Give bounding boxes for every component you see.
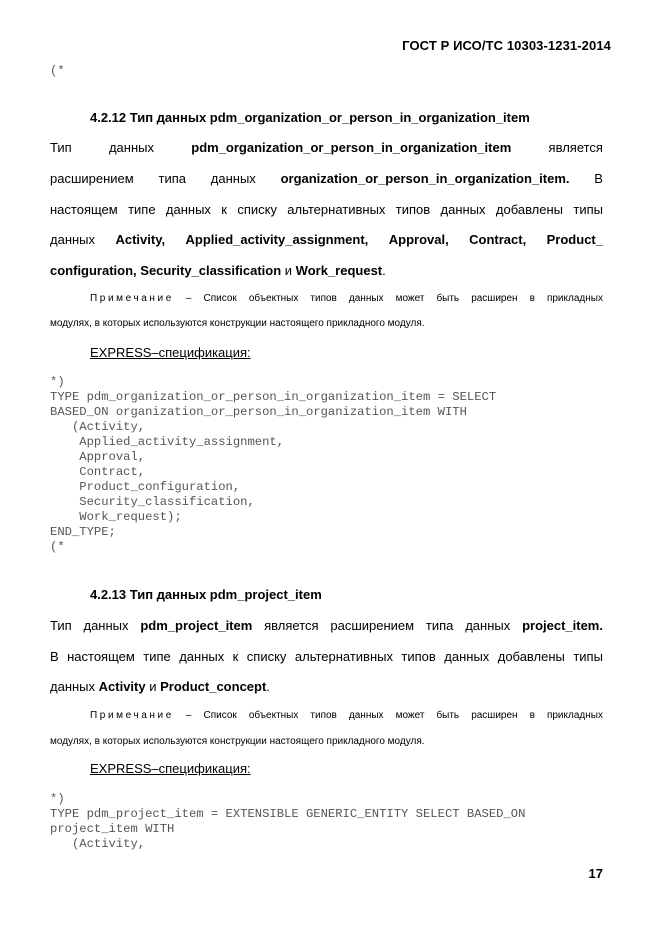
s12-paragraph-line-3	[50, 202, 603, 217]
type-name: Activity,	[115, 232, 166, 247]
word: данных	[179, 649, 225, 664]
s13-note-line-2: модулях, в которых используются конструкции настоящего прикладного модуля.	[50, 736, 425, 747]
word: В	[50, 649, 59, 664]
word: и	[281, 263, 296, 278]
type-name: organization_or_person_in_organization_item.	[280, 171, 570, 186]
word: данных	[348, 710, 384, 721]
word: к	[232, 649, 239, 664]
code-line: *)	[50, 792, 65, 806]
word: типов	[401, 649, 436, 664]
word: данных	[108, 140, 154, 155]
word: к	[221, 202, 227, 217]
word: расширен	[471, 710, 518, 721]
word: –	[185, 710, 192, 721]
s12-note-line-1	[90, 293, 603, 305]
word: типа	[158, 171, 186, 186]
word: в	[529, 710, 535, 721]
s12-code-block	[50, 375, 496, 555]
word: данных	[165, 202, 211, 217]
punctuation: .	[382, 263, 386, 278]
word: быть	[436, 293, 460, 304]
page-number: 17	[588, 866, 603, 881]
word: и	[145, 679, 161, 694]
code-line: *)	[50, 375, 65, 389]
word: данных	[83, 618, 129, 633]
word: Список	[203, 710, 237, 721]
s12-paragraph-line-1	[50, 140, 603, 155]
word: Список	[203, 293, 237, 304]
code-line: Approval,	[50, 450, 146, 464]
word: в	[529, 293, 535, 304]
s13-paragraph-line-1	[50, 618, 603, 633]
code-comment-open: (*	[50, 64, 65, 78]
s13-paragraph-line-2	[50, 649, 603, 664]
code-line: END_TYPE;	[50, 525, 116, 539]
punctuation: .	[266, 679, 270, 694]
type-name: Product_	[546, 232, 603, 247]
word: прикладных	[546, 293, 603, 304]
code-line: TYPE pdm_project_item = EXTENSIBLE GENERIC_ENTITY SELECT BASED_ON	[50, 807, 526, 821]
word: альтернативных	[287, 202, 386, 217]
s12-express-label: EXPRESS–спецификация:	[90, 345, 251, 360]
type-name: Contract,	[469, 232, 527, 247]
code-line: (*	[50, 540, 65, 554]
note-label: Примечание	[90, 293, 174, 304]
word: типов	[310, 293, 337, 304]
word: Тип	[50, 618, 72, 633]
code-line: TYPE pdm_organization_or_person_in_organization_item = SELECT	[50, 390, 497, 404]
code-line: (Activity,	[50, 420, 146, 434]
word: расширением	[330, 618, 415, 633]
word: может	[395, 293, 425, 304]
word: Тип	[50, 140, 72, 155]
note-label: Примечание	[90, 710, 174, 721]
word: типе	[143, 649, 171, 664]
type-name: project_item.	[522, 618, 603, 633]
word: типы	[573, 202, 603, 217]
type-name: Approval,	[388, 232, 449, 247]
word: В	[594, 171, 603, 186]
word: добавлены	[495, 202, 564, 217]
word: настоящем	[67, 649, 135, 664]
word: объектных	[248, 710, 299, 721]
code-line: Contract,	[50, 465, 146, 479]
word: данных	[440, 202, 486, 217]
word: списку	[237, 202, 277, 217]
word: данных	[348, 293, 384, 304]
code-line: project_item WITH	[50, 822, 175, 836]
word: быть	[436, 710, 460, 721]
word: объектных	[248, 293, 299, 304]
s12-note-line-2: модулях, в которых используются конструкции настоящего прикладного модуля.	[50, 318, 425, 329]
code-line: Applied_activity_assignment,	[50, 435, 285, 449]
word: данных	[444, 649, 490, 664]
type-name: Work_request	[295, 263, 383, 278]
s13-code-block	[50, 792, 525, 852]
word: может	[395, 710, 425, 721]
word: данных	[210, 171, 256, 186]
word: данных	[465, 618, 511, 633]
word: типе	[128, 202, 156, 217]
type-name: Product_concept	[160, 679, 267, 694]
code-line: Work_request);	[50, 510, 182, 524]
code-line: Security_classification,	[50, 495, 255, 509]
s12-paragraph-line-5	[50, 263, 386, 278]
word: настоящем	[50, 202, 118, 217]
type-name: Applied_activity_assignment,	[185, 232, 369, 247]
code-line: (Activity,	[50, 837, 146, 851]
s13-paragraph-line-3	[50, 679, 270, 694]
type-name: pdm_organization_or_person_in_organization_item	[191, 140, 512, 155]
type-name: Activity	[98, 679, 146, 694]
word: типы	[573, 649, 603, 664]
word: данных	[50, 232, 96, 247]
type-name: configuration, Security_classification	[50, 263, 282, 278]
word: прикладных	[546, 710, 603, 721]
word: –	[185, 293, 192, 304]
s12-paragraph-line-4	[50, 232, 603, 247]
word: является	[264, 618, 319, 633]
type-name: pdm_project_item	[140, 618, 253, 633]
word: списку	[246, 649, 287, 664]
word: типов	[310, 710, 337, 721]
word: является	[548, 140, 603, 155]
code-line: BASED_ON organization_or_person_in_organization_item WITH	[50, 405, 467, 419]
word: добавлены	[497, 649, 565, 664]
word: расширен	[471, 293, 518, 304]
word: типа	[425, 618, 454, 633]
code-line: Product_configuration,	[50, 480, 241, 494]
word: данных	[50, 679, 99, 694]
s13-note-line-1	[90, 710, 603, 722]
section-4-2-13-heading: 4.2.13 Тип данных pdm_project_item	[90, 587, 322, 602]
section-4-2-12-heading: 4.2.12 Тип данных pdm_organization_or_person_in_organization_item	[90, 110, 530, 125]
s13-express-label: EXPRESS–спецификация:	[90, 761, 251, 776]
document-header-title: ГОСТ Р ИСО/ТС 10303-1231-2014	[402, 38, 611, 53]
word: альтернативных	[294, 649, 393, 664]
word: расширением	[50, 171, 134, 186]
s12-paragraph-line-2	[50, 171, 603, 186]
word: типов	[395, 202, 431, 217]
